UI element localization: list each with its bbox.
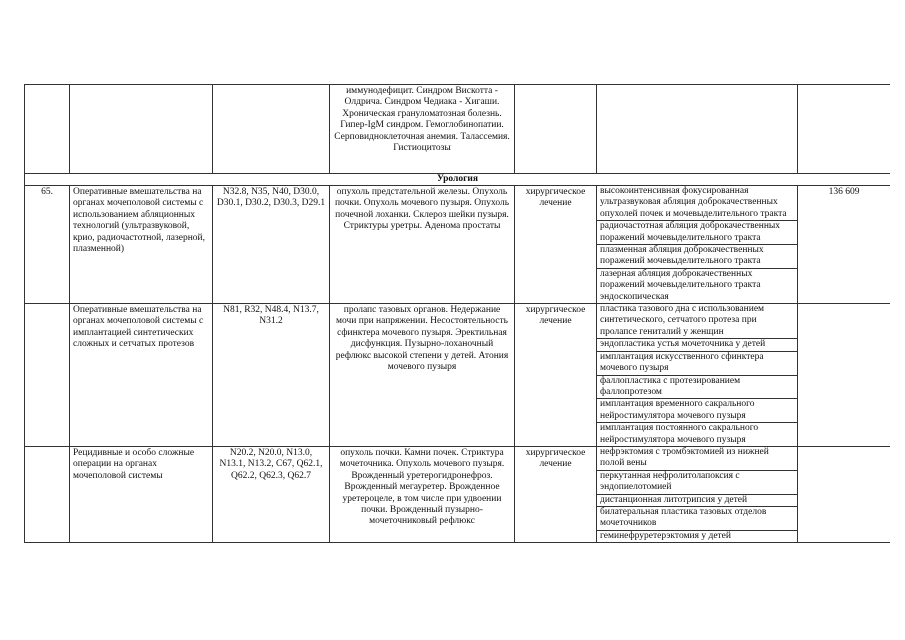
section-title: Урология — [25, 174, 891, 186]
section-header-row — [25, 174, 891, 186]
document-sheet — [24, 84, 890, 600]
diagnosis-cell: опухоль предстательной железы. Опухоль почки. Опухоль мочевого пузыря. Опухоль почечной лоханки. Склероз шейки пузыря. Стриктуры уретры. Аденома простаты — [330, 186, 515, 304]
row-number-cell — [25, 304, 70, 447]
method-item: плазменная абляция доброкачественных поражений мочевыделительного тракта — [597, 245, 797, 269]
method-item: эндопластика устья мочеточника у детей — [597, 339, 797, 351]
icd-codes-cell: N32.8, N35, N40, D30.0, D30.1, D30.2, D30.3, D29.1 — [213, 186, 330, 304]
procedure-name-cell — [70, 85, 213, 174]
method-item: имплантация постоянного сакрального нейростимулятора мочевого пузыря — [600, 423, 759, 445]
method-item: нефрэктомия с тромбэктомией из нижней полой вены — [597, 447, 797, 471]
method-item: имплантация временного сакрального нейростимулятора мочевого пузыря — [597, 399, 797, 423]
method-item: билатеральная пластика тазовых отделов мочеточников — [597, 507, 797, 531]
method-item: высокоинтенсивная фокусированная ультразвуковая абляция доброкачественных опухолей почек и мочевыделительного тракта — [597, 186, 797, 221]
treatment-type-cell: хирургическое лечение — [515, 446, 597, 542]
icd-codes-cell — [213, 85, 330, 174]
treatment-type-cell: хирургическое лечение — [515, 304, 597, 447]
diagnosis-cell: пролапс тазовых органов. Недержание мочи при напряжении. Несостоятельность сфинктера мочевого пузыря. Эректильная дисфункция. Пузырно-лоханочный рефлюкс высокой степени у детей. Атония мочевого пузыря — [330, 304, 515, 447]
row-number-cell — [25, 85, 70, 174]
treatment-type-cell: хирургическое лечение — [515, 186, 597, 304]
procedure-name-cell: Оперативные вмешательства на органах мочеполовой системы с использованием абляционных технологий (ультразвуковой, крио, радиочастотной, лазерной, плазменной) — [70, 186, 213, 304]
procedure-name-cell: Оперативные вмешательства на органах мочеполовой системы с имплантацией синтетических сложных и сетчатых протезов — [70, 304, 213, 447]
table-row — [25, 304, 891, 447]
method-item: радиочастотная абляция доброкачественных поражений мочевыделительного тракта — [597, 221, 797, 245]
methods-cell — [597, 85, 798, 174]
price-cell — [798, 446, 891, 542]
method-item: перкутанная нефролитолапоксия с эндопиелотомией — [597, 471, 797, 495]
procedure-name-cell: Рецидивные и особо сложные операции на органах мочеполовой системы — [70, 446, 213, 542]
price-cell — [798, 304, 891, 447]
method-item: геминефруретерэктомия у детей — [600, 530, 731, 541]
method-item: дистанционная литотрипсия у детей — [597, 495, 797, 507]
row-number-cell: 65. — [25, 186, 70, 304]
methods-cell — [597, 446, 798, 542]
procedures-table — [24, 84, 890, 543]
method-item: имплантация искусственного сфинктера мочевого пузыря — [597, 352, 797, 376]
icd-codes-cell: N20.2, N20.0, N13.0, N13.1, N13.2, C67, Q62.1, Q62.2, Q62.3, Q62.7 — [213, 446, 330, 542]
diagnosis-cell: опухоль почки. Камни почек. Стриктура мочеточника. Опухоль мочевого пузыря. Врожденный уретерогидронефроз. Врожденный мегауретер. Врожденное уретероцеле, в том числе при удвоении почки. Врожденный пузырно-мочеточниковый рефлюкс — [330, 446, 515, 542]
icd-codes-cell: N81, R32, N48.4, N13.7, N31.2 — [213, 304, 330, 447]
price-cell — [798, 85, 891, 174]
table-row — [25, 446, 891, 542]
method-item: фаллопластика с протезированием фаллопротезом — [597, 376, 797, 400]
diagnosis-cell: иммунодефицит. Синдром Вискотта - Олдрича. Синдром Чедиака - Хигаши. Хроническая грануломатозная болезнь. Гипер-IgM синдром. Гемоглобинопатии. Серповидноклеточная анемия. Талассемия. Гистиоцитозы — [330, 85, 515, 174]
methods-cell — [597, 186, 798, 304]
price-cell: 136 609 — [798, 186, 891, 304]
methods-cell — [597, 304, 798, 447]
row-number-cell — [25, 446, 70, 542]
table-row — [25, 186, 891, 304]
treatment-type-cell — [515, 85, 597, 174]
method-item: пластика тазового дна с использованием синтетического, сетчатого протеза при пролапсе гениталий у женщин — [597, 304, 797, 339]
method-item: лазерная абляция доброкачественных поражений мочевыделительного тракта эндоскопическая — [600, 268, 761, 302]
table-row — [25, 85, 891, 174]
